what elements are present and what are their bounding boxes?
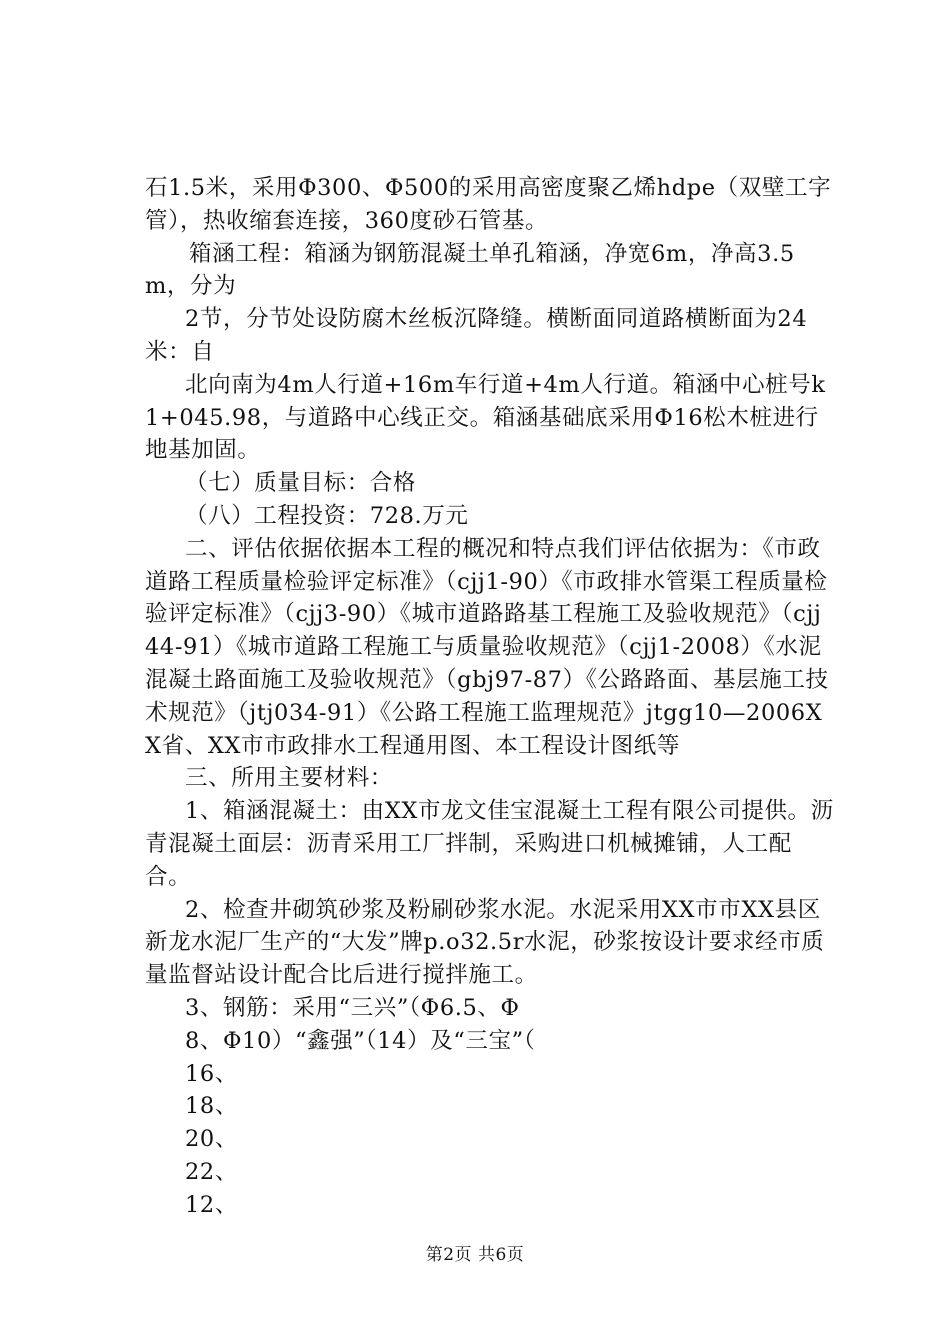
paragraph: 三、所用主要材料： bbox=[185, 765, 393, 792]
paragraph: 3、钢筋：采用“三兴”（Φ6.5、Φ bbox=[185, 994, 520, 1021]
paragraph: 22、 bbox=[185, 1158, 238, 1185]
paragraph: 12、 bbox=[185, 1191, 238, 1218]
page-footer: 第2页 共6页 bbox=[425, 1245, 525, 1265]
paragraph: 8、Φ10）“鑫强”（14）及“三宝”（ bbox=[185, 1027, 536, 1054]
paragraph: 20、 bbox=[185, 1126, 238, 1153]
document-body bbox=[145, 172, 835, 1222]
paragraph: 北向南为4m人行道+16m车行道+4m人行道。箱涵中心桩号k1+045.98，与道路中心线正交。箱涵基础底采用Φ16松木桩进行地基加固。 bbox=[145, 371, 826, 464]
paragraph: （八）工程投资：728.万元 bbox=[185, 502, 469, 529]
paragraph: 箱涵工程：箱涵为钢筋混凝土单孔箱涵，净宽6m，净高3.5m，分为 bbox=[145, 240, 795, 300]
paragraph: 2节，分节处设防腐木丝板沉降缝。横断面同道路横断面为24米：自 bbox=[145, 306, 808, 365]
paragraph: （七）质量目标：合格 bbox=[185, 470, 417, 497]
paragraph: 16、 bbox=[185, 1060, 238, 1087]
paragraph: 2、检查井砌筑砂浆及粉刷砂浆水泥。水泥采用XX市市XX县区新龙水泥厂生产的“大发”牌p.o32.5r水泥，砂浆按设计要求经市质量监督站设计配合比后进行搅拌施工。 bbox=[145, 896, 825, 989]
paragraph: 1、箱涵混凝土：由XX市龙文佳宝混凝土工程有限公司提供。沥青混凝土面层：沥青采用工厂拌制，采购进口机械摊铺，人工配合。 bbox=[145, 798, 834, 890]
paragraph: 二、评估依据依据本工程的概况和特点我们评估依据为：《市政道路工程质量检验评定标准》（cjj1-90）《市政排水管渠工程质量检验评定标准》（cjj3-90）《城市道路路基工程施工及验收规范》（cjj44-91）《城市道路工程施工与质量验收规范》（cjj1-2008）《水泥混凝土路面施工及验收规范》（gbj97-87）《公路路面、基层施工技术规范》（jtj034-91）《公路工程施工监理规范》jtgg10—2006XX省、XX市市政排水工程通用图、本工程设计图纸等 bbox=[145, 535, 829, 759]
paragraph: 石1.5米，采用Φ300、Φ500的采用高密度聚乙烯hdpe（双壁工字管），热收缩套连接，360度砂石管基。 bbox=[145, 175, 832, 234]
paragraph: 18、 bbox=[185, 1093, 238, 1120]
